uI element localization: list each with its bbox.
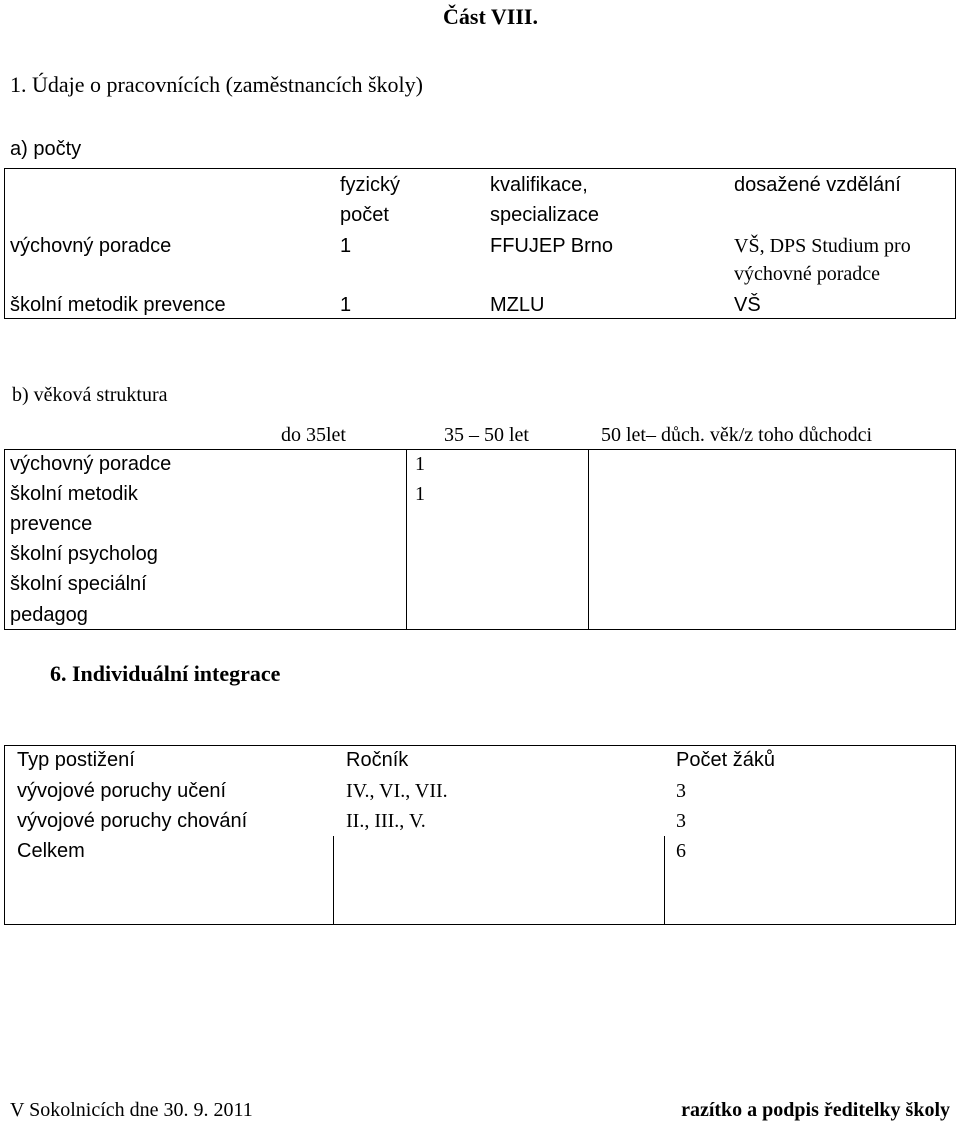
table-row-count: 3	[676, 780, 686, 802]
footer-place-date: V Sokolnicích dne 30. 9. 2011	[10, 1099, 253, 1121]
table-row-qualification: FFUJEP Brno	[490, 235, 613, 257]
header-education: dosažené vzdělání	[734, 174, 901, 196]
header-over50: 50 let– důch. věk/z toho důchodci	[601, 424, 873, 446]
header-count-2: počet	[340, 204, 389, 226]
header-qualification-2: specializace	[490, 204, 599, 226]
page-title: Část VIII.	[443, 4, 538, 29]
table-row-type: vývojové poruchy chování	[17, 810, 248, 832]
table-row-count: 3	[676, 810, 686, 832]
table-row-education-2: výchovné poradce	[734, 263, 881, 285]
section-heading-integration: 6. Individuální integrace	[50, 661, 281, 686]
header-under35: do 35let	[281, 424, 346, 446]
table-row-count: 1	[340, 235, 352, 257]
table-row-role: školní metodik	[10, 483, 138, 505]
table-row-value: 1	[415, 483, 425, 505]
table-row-grade: II., III., V.	[346, 810, 426, 832]
table-row-role-2: prevence	[10, 513, 93, 535]
section-heading-staff: 1. Údaje o pracovnících (zaměstnancích školy)	[10, 72, 423, 97]
subsection-counts-label: a) počty	[10, 138, 82, 160]
table-row-grade: IV., VI., VII.	[346, 780, 448, 802]
header-grade: Ročník	[346, 749, 409, 771]
table-row-role: výchovný poradce	[10, 453, 172, 475]
header-type: Typ postižení	[17, 749, 135, 771]
table-row-education: VŠ	[734, 294, 761, 316]
header-count: Počet žáků	[676, 749, 775, 771]
table-row-education: VŠ, DPS Studium pro	[734, 235, 911, 257]
header-qualification: kvalifikace,	[490, 174, 588, 196]
table-row-value: 1	[415, 453, 425, 475]
table-row-count: 1	[340, 294, 352, 316]
table-row-type: vývojové poruchy učení	[17, 780, 227, 802]
table-row-role: školní psycholog	[10, 543, 158, 565]
table-row-role: školní speciální	[10, 573, 147, 595]
table-row-count: 6	[676, 840, 686, 862]
footer-stamp-signature: razítko a podpis ředitelky školy	[681, 1099, 950, 1121]
header-35-50: 35 – 50 let	[444, 424, 529, 446]
table-row-role-2: pedagog	[10, 604, 88, 626]
subsection-age-label: b) věková struktura	[12, 384, 168, 406]
table-row-role: výchovný poradce	[10, 235, 172, 257]
table-row-type: Celkem	[17, 840, 85, 862]
table-row-qualification: MZLU	[490, 294, 545, 316]
table-row-role: školní metodik prevence	[10, 294, 226, 316]
header-count: fyzický	[340, 174, 400, 196]
